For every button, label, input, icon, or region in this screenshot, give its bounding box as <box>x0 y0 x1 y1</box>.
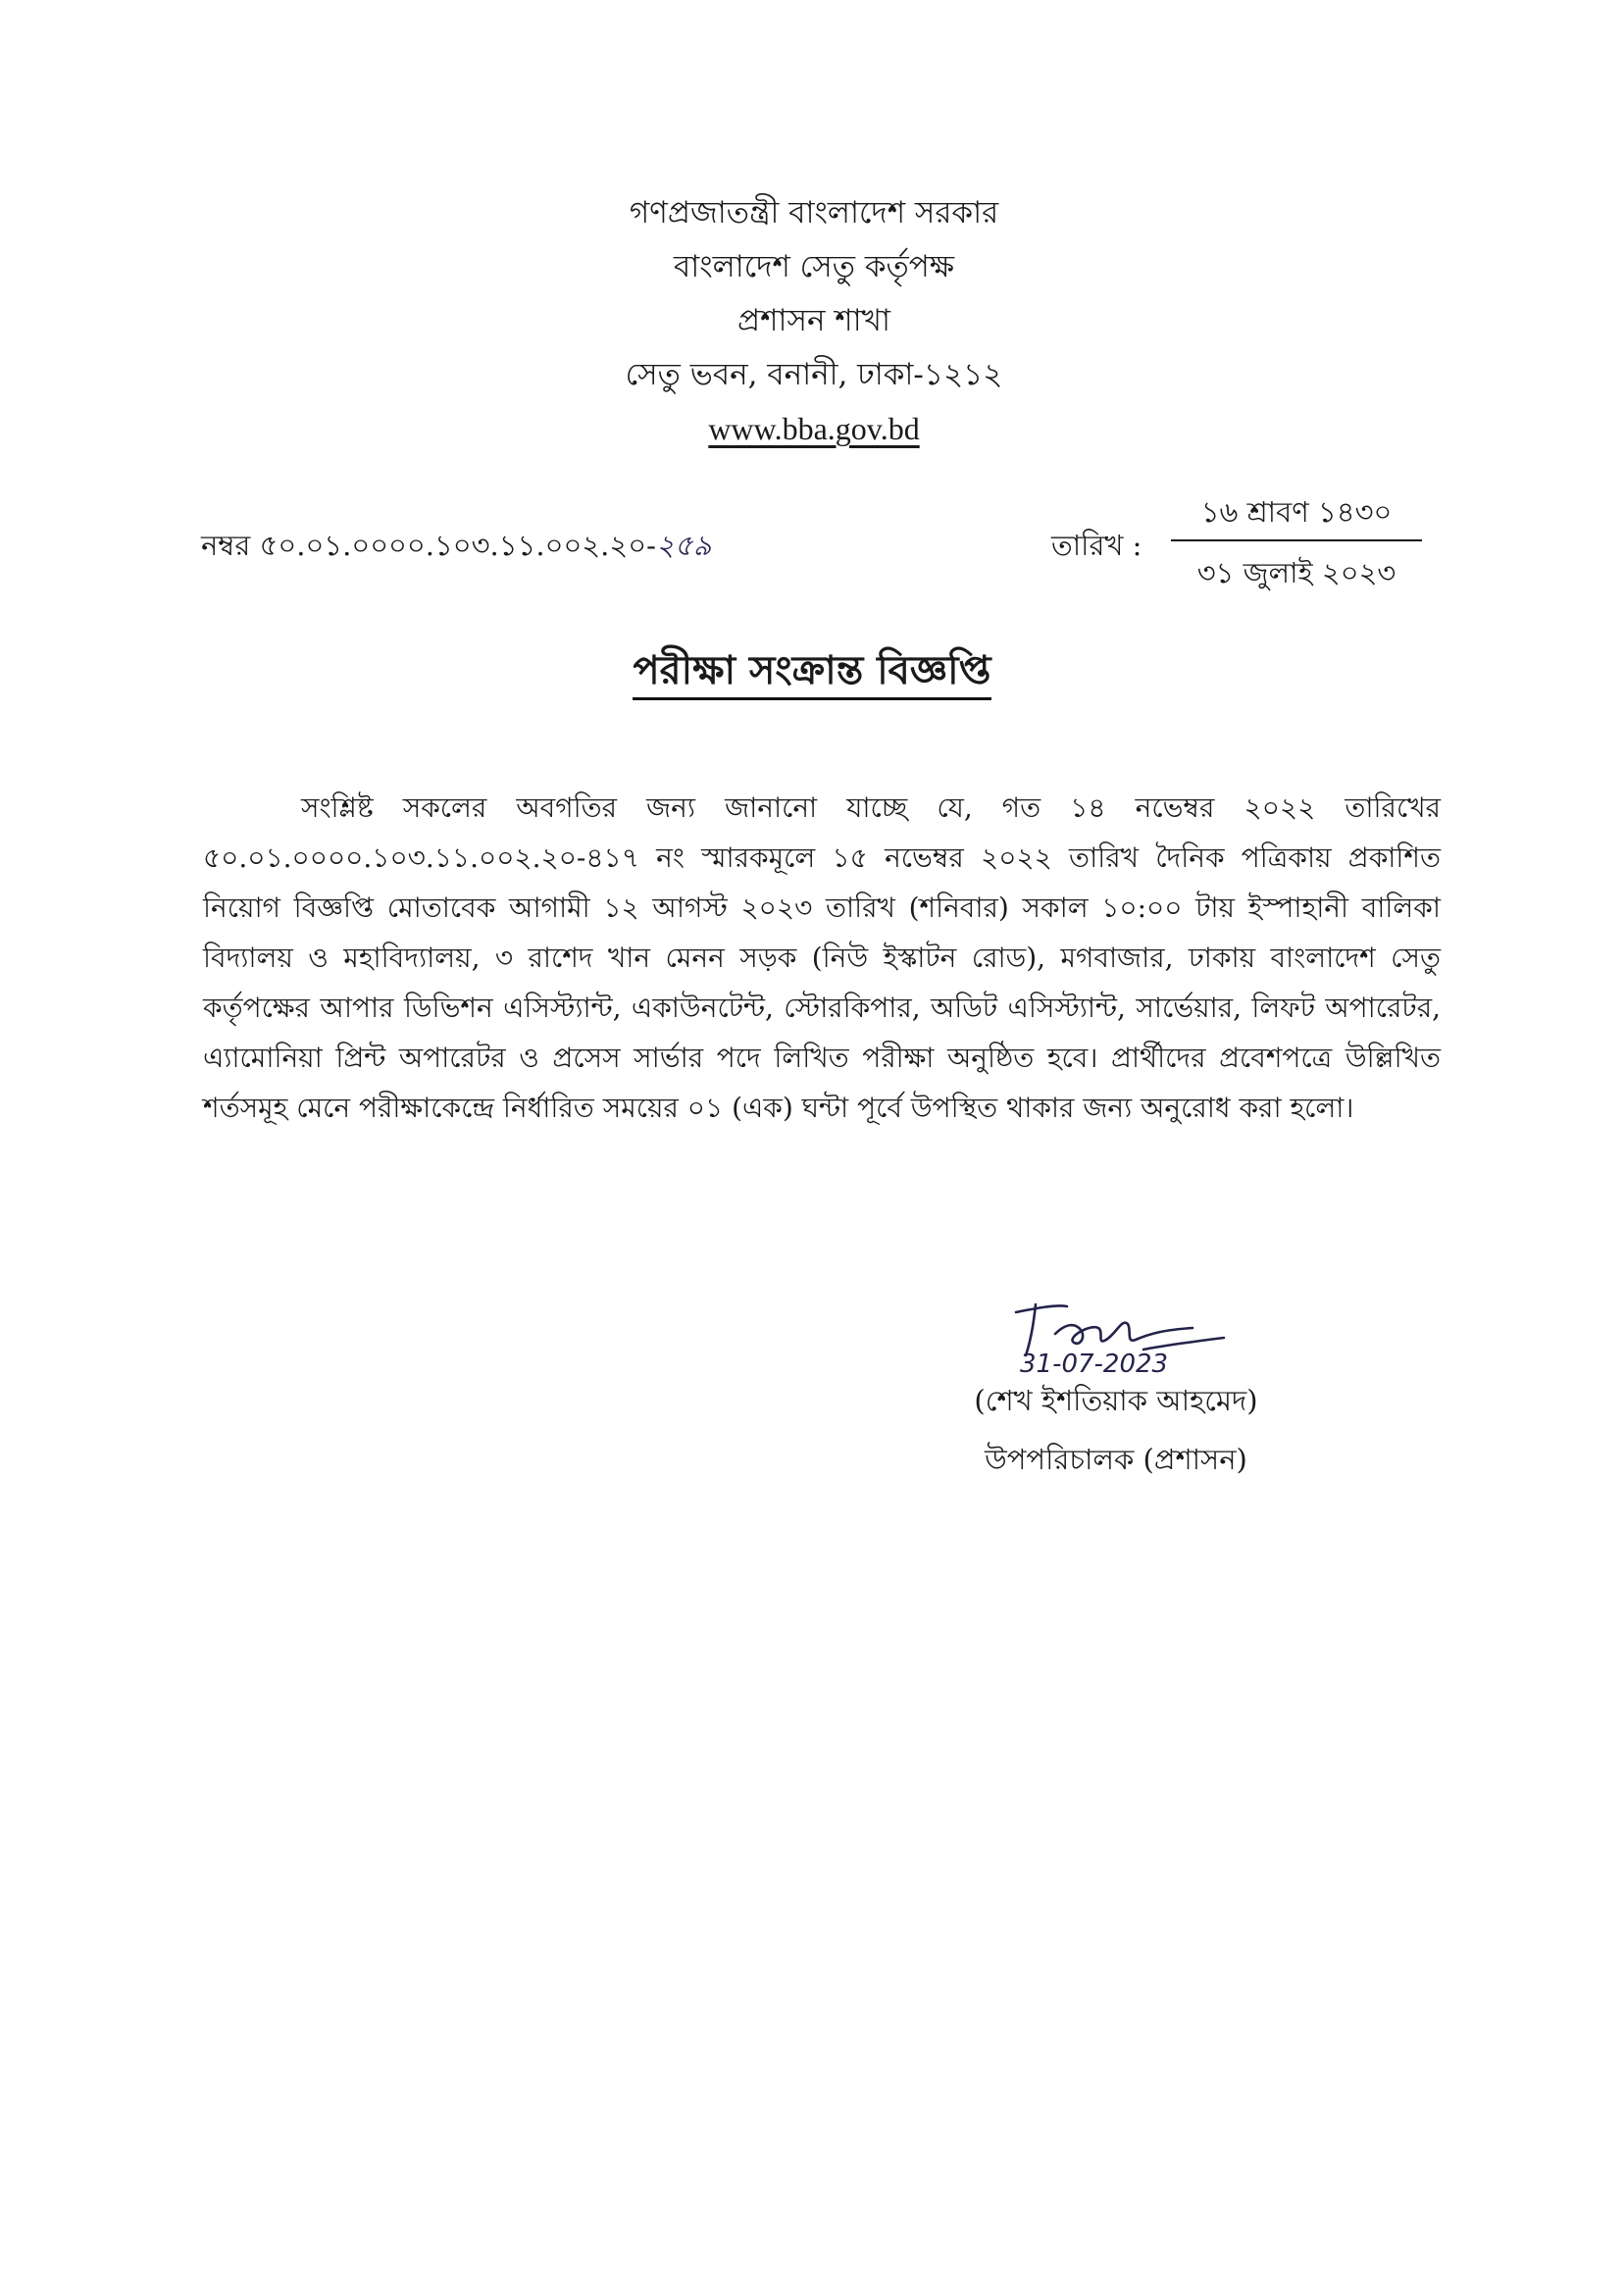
date-block <box>1051 490 1444 588</box>
letterhead-address: সেতু ভবন, বনানী, ঢাকা-১২১২ <box>625 357 1003 392</box>
notice-title <box>0 639 1624 705</box>
date-divider <box>1171 539 1422 541</box>
letterhead <box>490 186 1138 456</box>
signature-block <box>930 1295 1322 1530</box>
letterhead-website-link[interactable]: www.bba.gov.bd <box>708 411 920 446</box>
date-gregorian: ৩১ জুলাই ২০২৩ <box>1196 556 1396 589</box>
memo-number <box>201 524 711 572</box>
signature-date: 31-07-2023 <box>1020 1350 1169 1379</box>
date-label: তারিখ : <box>1051 529 1142 562</box>
letterhead-branch: প্রশাসন শাখা <box>737 303 890 338</box>
memo-number-text: নম্বর ৫০.০১.০০০০.১০৩.১১.০০২.২০- <box>201 529 656 562</box>
signer-name: (শেখ ইশতিয়াক আহমেদ) <box>974 1384 1258 1417</box>
letterhead-government: গণপ্রজাতন্ত্রী বাংলাদেশ সরকার <box>629 195 999 230</box>
date-stack <box>1171 490 1422 594</box>
date-bengali-calendar: ১৬ শ্রাবণ ১৪৩০ <box>1200 495 1393 529</box>
signer-designation: উপপরিচালক (প্রশাসন) <box>985 1443 1247 1476</box>
notice-body: সংশ্লিষ্ট সকলের অবগতির জন্য জানানো যাচ্ছে যে, গত ১৪ নভেম্বর ২০২২ তারিখের ৫০.০১.০০০০.১০৩.১১.০০২.২০-৪১৭ নং স্মারকমূলে ১৫ নভেম্বর ২০২২ তারিখ দৈনিক পত্রিকায় প্রকাশিত নিয়োগ বিজ্ঞপ্তি মোতাবেক আগামী ১২ আগস্ট ২০২৩ তারিখ (শনিবার) সকাল ১০:০০ টায় ইস্পাহানী বালিকা বিদ্যালয় ও মহাবিদ্যালয়, ৩ রাশেদ খান মেনন সড়ক (নিউ ইস্কাটন রোড), মগবাজার, ঢাকায় বাংলাদেশ সেতু কর্তৃপক্ষের আপার ডিভিশন এসিস্ট্যান্ট, একাউনটেন্ট, স্টোরকিপার, অডিট এসিস্ট্যান্ট, সার্ভেয়ার, লিফট অপারেটর, এ্যামোনিয়া প্রিন্ট অপারেটর ও প্রসেস সার্ভার পদে লিখিত পরীক্ষা অনুষ্ঠিত হবে। প্রার্থীদের প্রবেশপত্রে উল্লিখিত শর্তসমূহ মেনে পরীক্ষাকেন্দ্রে নির্ধারিত সময়ের ০১ (এক) ঘন্টা পূর্বে উপস্থিত থাকার জন্য অনুরোধ করা হলো। <box>203 791 1441 1124</box>
letterhead-authority: বাংলাদেশ সেতু কর্তৃপক্ষ <box>674 249 954 284</box>
memo-number-handwritten-suffix: ২৫৯ <box>655 529 712 562</box>
notice-title-text: পরীক্ষা সংক্রান্ত বিজ্ঞপ্তি <box>633 647 990 700</box>
